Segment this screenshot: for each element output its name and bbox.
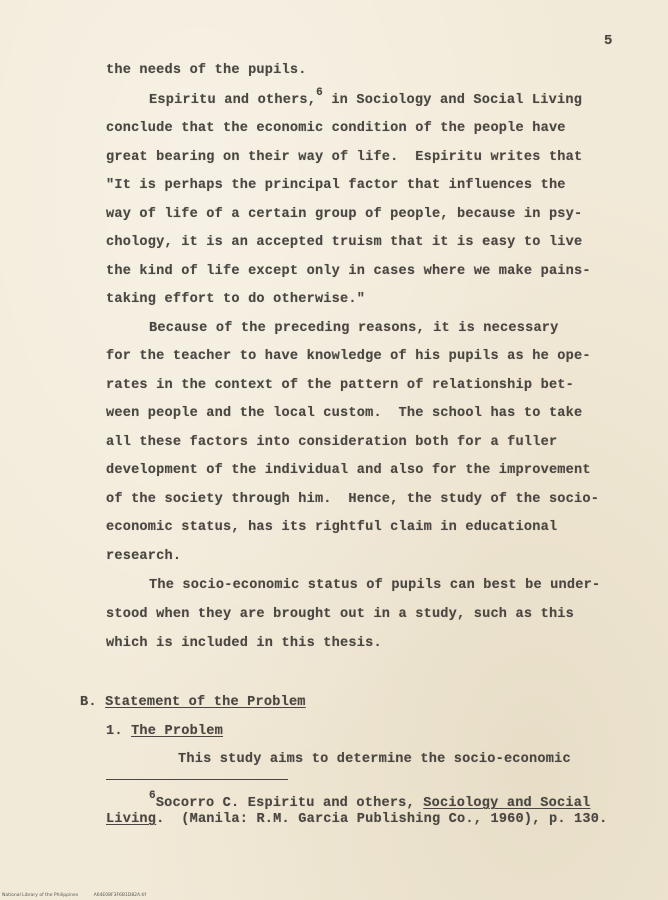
section-heading	[80, 695, 306, 711]
footnote-title: Living	[106, 812, 157, 827]
text-line: the kind of life except only in cases where we make pains-	[106, 264, 591, 279]
text-line: Because of the preceding reasons, it is necessary	[149, 321, 559, 336]
scan-footer	[2, 893, 160, 898]
text-line	[149, 87, 583, 109]
text-line: all these factors into consideration both for a fuller	[106, 435, 558, 450]
text-line: The socio-economic status of pupils can best be under-	[149, 578, 601, 593]
text-line: This study aims to determine the socio-economic	[178, 752, 571, 767]
footnote-separator	[106, 779, 288, 780]
footnote-publication: . (Manila: R.M. Garcia Publishing Co., 1960), p. 130.	[156, 812, 608, 827]
subsection-label: 1.	[106, 724, 123, 739]
text-line: stood when they are brought out in a study, such as this	[106, 607, 575, 622]
text-span: Espiritu and others,	[149, 93, 317, 108]
section-title: Statement of the Problem	[105, 695, 306, 710]
footnote-reference: 6	[316, 87, 323, 99]
footnote-line	[106, 812, 607, 828]
section-label: B.	[80, 695, 97, 710]
text-line: great bearing on their way of life. Espiritu writes that	[106, 150, 583, 165]
footnote-marker: 6	[149, 790, 156, 802]
text-line: the needs of the pupils.	[106, 63, 307, 78]
footnote-author: Socorro C. Espiritu and others,	[155, 796, 424, 811]
text-line: chology, it is an accepted truism that it is easy to live	[106, 235, 583, 250]
footnote-line	[149, 790, 591, 812]
subsection-heading	[106, 724, 223, 740]
text-line: ween people and the local custom. The school has to take	[106, 406, 583, 421]
text-span: in Sociology and Social Living	[322, 93, 583, 108]
page-number: 5	[604, 33, 613, 49]
subsection-title: The Problem	[131, 724, 224, 739]
text-line: for the teacher to have knowledge of his pupils as he ope-	[106, 349, 591, 364]
text-line: rates in the context of the pattern of relationship bet-	[106, 378, 575, 393]
text-line: economic status, has its rightful claim in educational	[106, 520, 558, 535]
scan-library-name: National Library of the Philippines	[2, 893, 79, 898]
text-line: of the society through him. Hence, the study of the socio-	[106, 492, 600, 507]
text-line: conclude that the economic condition of the people have	[106, 121, 566, 136]
text-line: way of life of a certain group of people, because in psy-	[106, 207, 583, 222]
text-line: development of the individual and also for the improvement	[106, 463, 591, 478]
text-line: research.	[106, 549, 182, 564]
footnote-title: Sociology and Social	[423, 796, 591, 811]
text-line: "It is perhaps the principal factor that influences the	[106, 178, 566, 193]
scan-doc-id: A64E08F3F6B1D82A.tif	[93, 893, 147, 898]
text-line: which is included in this thesis.	[106, 636, 382, 651]
text-line: taking effort to do otherwise."	[106, 292, 366, 307]
